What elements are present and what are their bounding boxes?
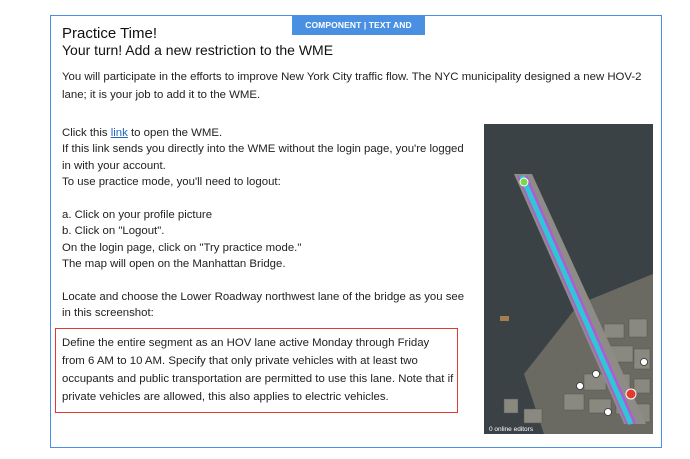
instruction-step-b: b. Click on "Logout". (62, 225, 165, 238)
spacer (62, 273, 462, 289)
instruction-line: The map will open on the Manhattan Bridge. (62, 258, 286, 271)
segment-node-end[interactable] (626, 389, 636, 399)
boat (500, 316, 509, 321)
map-image (484, 124, 653, 434)
instruction-line: Locate and choose the Lower Roadway northwest lane of the bridge as you see (62, 291, 465, 304)
wme-link[interactable]: link (110, 127, 128, 139)
instruction-line: in this screenshot: (62, 307, 154, 320)
instructions (62, 125, 465, 322)
instruction-suffix: to open the WME. (127, 127, 223, 139)
task-description: Define the entire segment as an HOV lane active Monday through Friday from 6 AM to 10 AM. Specify that only private vehicles with at least two occupants and public transportation are permitted to use this lane. Note that if private vehicles are allowed, this also applies to electric vehicles. (62, 337, 454, 403)
intro-paragraph: You will participate in the efforts to improve New York City traffic flow. The NYC municipality designed a new HOV-2 lane; it is your job to add it to the WME. (62, 71, 642, 101)
map-screenshot (484, 124, 653, 434)
instruction-line: To use practice mode, you'll need to logout: (62, 176, 281, 189)
task-highlight-box (55, 328, 458, 413)
page-title: Practice Time! (62, 25, 158, 42)
instruction-step-a: a. Click on your profile picture (62, 209, 213, 222)
instruction-line: If this link sends you directly into the WME without the login page, you're logged (62, 143, 464, 156)
instruction-line-open (62, 125, 462, 141)
spacer (62, 191, 462, 207)
instruction-line: On the login page, click on "Try practice mode." (62, 241, 302, 254)
instruction-line: in with your account. (62, 159, 166, 172)
page-subtitle: Your turn! Add a new restriction to the WME (62, 42, 334, 58)
component-badge: COMPONENT | TEXT AND GRAPHIC (292, 15, 425, 35)
segment-node-start[interactable] (520, 178, 528, 186)
instruction-prefix: Click this (62, 127, 111, 139)
map-online-editors: 0 online editors (489, 426, 534, 433)
